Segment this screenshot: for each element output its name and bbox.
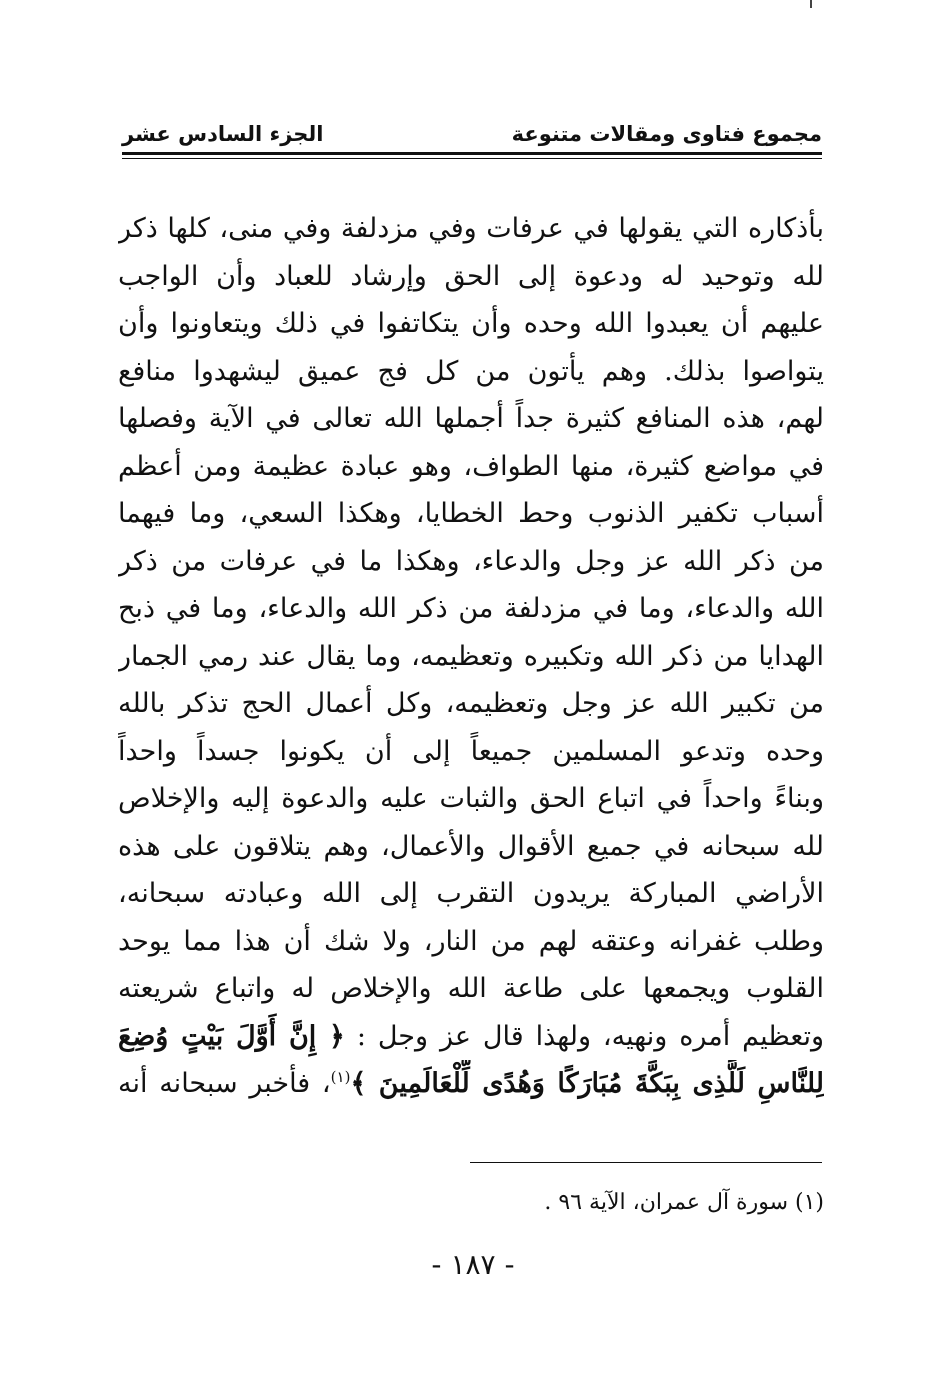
page-number: - ١٨٧ - <box>431 1248 515 1281</box>
text-line: الأراضي المباركة يريدون التقرب إلى الله وعبادته سبحانه، <box>118 878 824 909</box>
text-line-with-verse <box>118 1060 824 1108</box>
text-line: وطلب غفرانه وعتقه لهم من النار، ولا شك أن هذا مما يوحد <box>118 925 824 957</box>
text-line: لهم، هذه المنافع كثيرة جداً أجملها الله تعالى في الآية وفصلها <box>118 403 824 434</box>
text-line-with-verse <box>118 1013 824 1061</box>
header-rule-thin <box>122 158 822 159</box>
volume-label: الجزء السادس عشر <box>122 122 324 146</box>
book-title: مجموع فتاوى ومقالات متنوعة <box>511 122 822 146</box>
text-line: الهدايا من ذكر الله وتكبيره وتعظيمه، وما يقال عند رمي الجمار <box>118 640 824 672</box>
text-line: يتواصوا بذلك. وهم يأتون من كل فج عميق ليشهدوا منافع <box>118 355 824 387</box>
text-line: الله والدعاء، وما في مزدلفة من ذكر الله والدعاء، وما في ذبح <box>118 593 824 624</box>
main-text <box>118 205 824 1108</box>
text-line: من تكبير الله عز وجل وتعظيمه، وكل أعمال الحج تذكر بالله <box>118 688 824 719</box>
line-text: وتعظيم أمره ونهيه، ولهذا قال عز وجل : <box>356 1020 824 1052</box>
quran-verse: لِلنَّاسِ لَلَّذِى بِبَكَّةَ مُبَارَكًا وَهُدًى لِّلْعَالَمِينَ ﴾ <box>350 1068 824 1099</box>
text-line: لله وتوحيد له ودعوة إلى الحق وإرشاد للعباد وأن الواجب <box>118 260 824 292</box>
footnote-rule <box>470 1162 822 1163</box>
footnote-reference: (١) <box>330 1068 351 1086</box>
header-rule <box>122 152 822 155</box>
running-header <box>122 116 822 152</box>
quran-verse: ﴿ إِنَّ أَوَّلَ بَيْتٍ وُضِعَ <box>118 1020 345 1052</box>
text-line: عليهم أن يعبدوا الله وحده وأن يتكاتفوا في ذلك ويتعاونوا وأن <box>118 308 824 339</box>
text-line: وبناءً واحداً في اتباع الحق والثبات عليه والدعوة إليه والإخلاص <box>118 783 824 814</box>
text-line: بأذكاره التي يقولها في عرفات وفي مزدلفة وفي منى، كلها ذكر <box>118 213 824 244</box>
text-line: لله سبحانه في جميع الأقوال والأعمال، وهم يتلاقون على هذه <box>118 830 824 862</box>
line-text: ، فأخبر سبحانه أنه <box>118 1068 331 1099</box>
text-line: القلوب ويجمعها على طاعة الله والإخلاص له واتباع شريعته <box>118 973 824 1004</box>
text-line: من ذكر الله عز وجل والدعاء، وهكذا ما في عرفات من ذكر <box>118 545 824 577</box>
scan-mark <box>810 0 812 8</box>
text-line: وحده وتدعو المسلمين جميعاً إلى أن يكونوا جسداً واحداً <box>118 735 824 767</box>
footnote: (١) سورة آل عمران، الآية ٩٦ . <box>544 1190 824 1215</box>
text-line: أسباب تكفير الذنوب وحط الخطايا، وهكذا السعي، وما فيهما <box>118 498 824 529</box>
text-line: في مواضع كثيرة، منها الطواف، وهو عبادة عظيمة ومن أعظم <box>118 450 824 482</box>
